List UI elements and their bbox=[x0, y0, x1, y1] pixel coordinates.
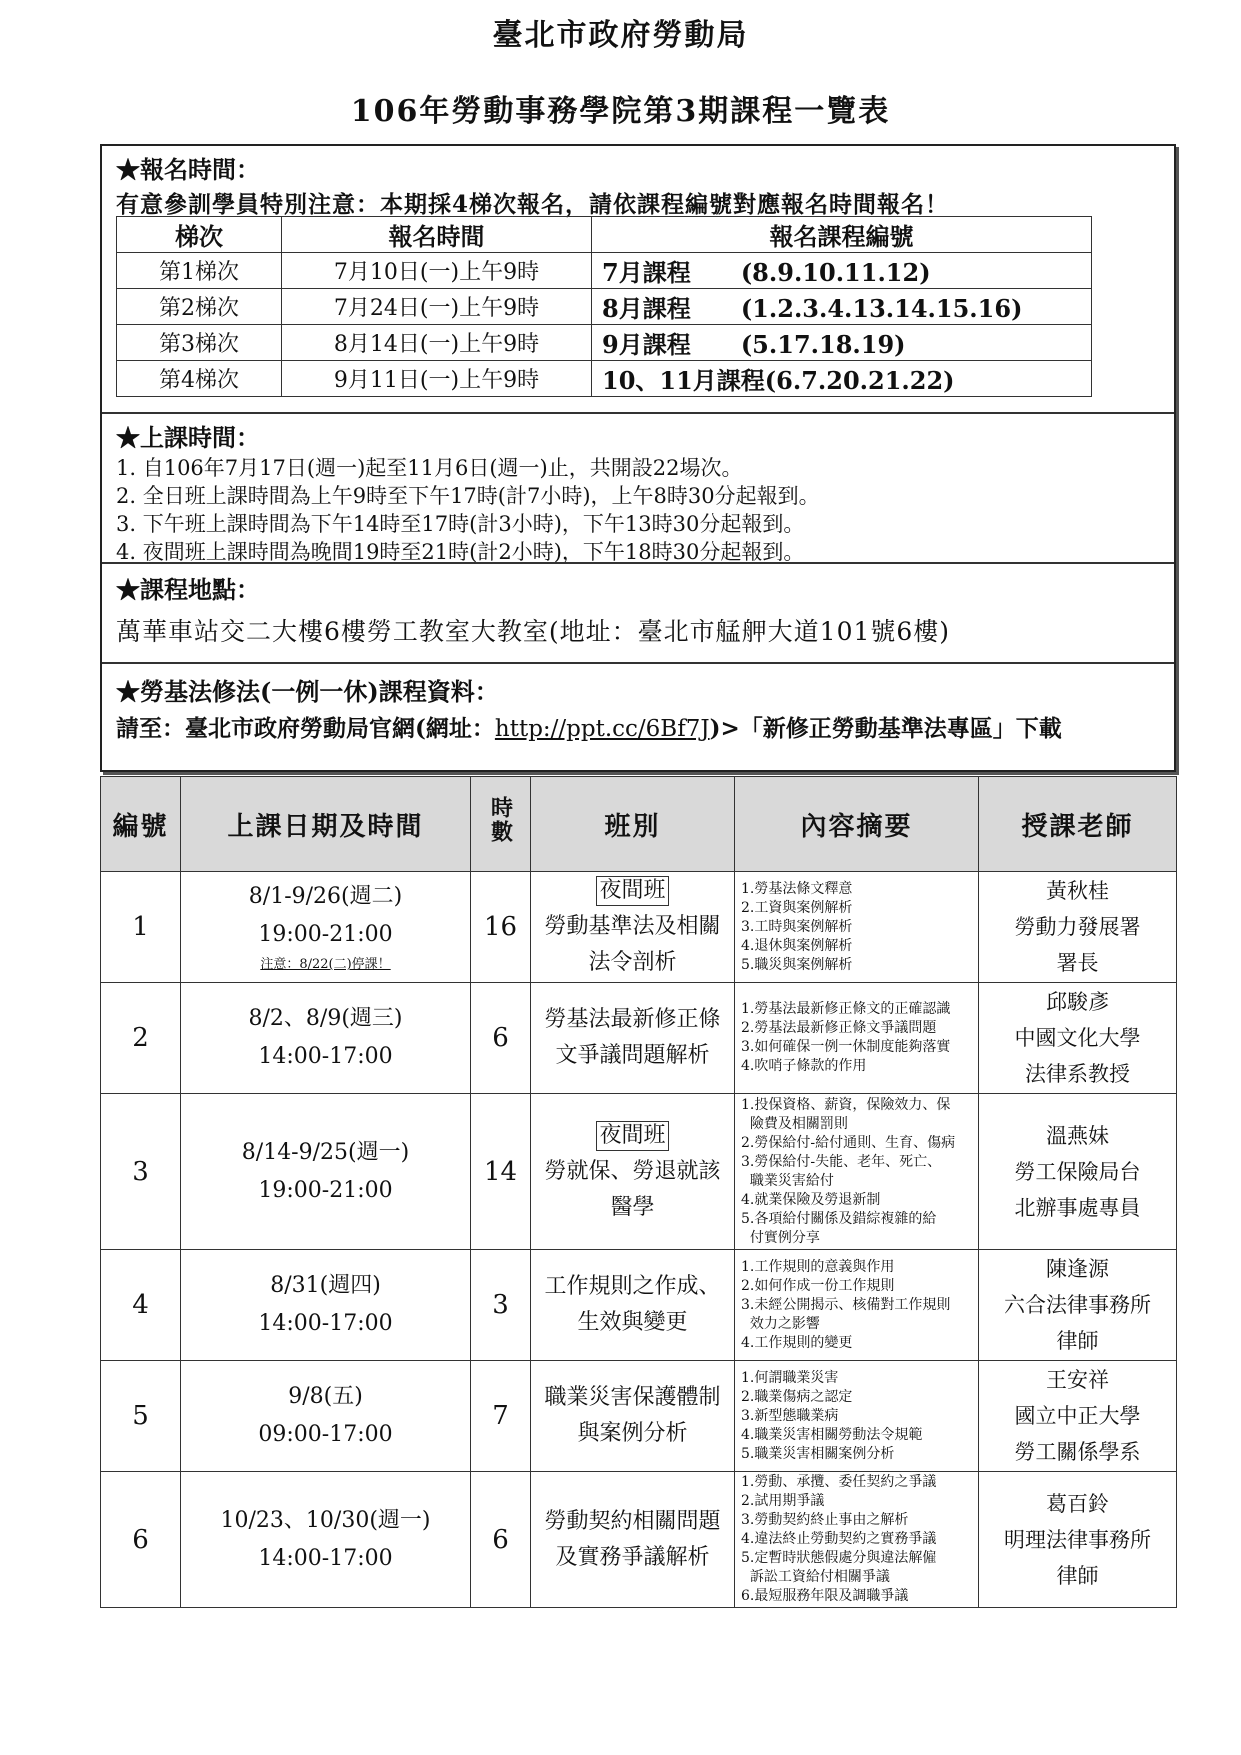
reg-time-cell: 7月10日(一)上午9時 bbox=[282, 253, 592, 289]
summary-item: 2.勞保給付-給付通則、生育、傷病 bbox=[741, 1134, 956, 1151]
registration-col-header: 梯次 bbox=[117, 217, 282, 253]
class-time-line: 2. 全日班上課時間為上午9時至下午17時(計7小時)，上午8時30分起報到。 bbox=[116, 484, 820, 508]
reg-time-cell: 7月24日(一)上午9時 bbox=[282, 289, 592, 325]
batch-cell: 第2梯次 bbox=[117, 289, 282, 325]
course-time: 19:00-21:00 bbox=[258, 1177, 393, 1203]
course-hours: 16 bbox=[471, 872, 531, 983]
summary-item: 3.勞動契約終止事由之解析 bbox=[741, 1512, 909, 1528]
course-date: 8/31(週四) bbox=[270, 1273, 381, 1298]
location-section bbox=[102, 562, 1174, 662]
location-text: 萬華車站交二大樓6樓勞工教室大教室(地址：臺北市艋舺大道101號6樓) bbox=[116, 617, 951, 646]
course-date-cell bbox=[181, 1250, 471, 1361]
course-date: 8/1-9/26(週二) bbox=[248, 884, 403, 909]
teacher-line: 勞工關係學系 bbox=[1014, 1440, 1141, 1464]
summary-item: 2.如何作成一份工作規則 bbox=[741, 1277, 895, 1294]
summary-item: 4.就業保險及勞退新制 bbox=[741, 1191, 881, 1208]
col-header-no: 編號 bbox=[101, 777, 181, 872]
course-date-cell bbox=[181, 1361, 471, 1472]
teacher-line: 邱駿彥 bbox=[1046, 990, 1109, 1014]
course-no: 5 bbox=[101, 1361, 181, 1472]
registration-col-header: 報名時間 bbox=[282, 217, 592, 253]
course-row bbox=[101, 1361, 1177, 1472]
teacher-line: 勞動力發展署 bbox=[1014, 915, 1141, 939]
teacher-line: 中國文化大學 bbox=[1014, 1026, 1141, 1050]
course-teacher bbox=[979, 1361, 1177, 1472]
course-row bbox=[101, 1472, 1177, 1608]
course-time: 09:00-17:00 bbox=[258, 1422, 393, 1447]
course-no: 3 bbox=[101, 1094, 181, 1250]
registration-row bbox=[117, 325, 1092, 361]
teacher-line: 國立中正大學 bbox=[1014, 1404, 1141, 1428]
course-no-cell: 8月課程 (1.2.3.4.13.14.15.16) bbox=[592, 289, 1092, 325]
course-class-cell bbox=[531, 1472, 735, 1608]
course-teacher bbox=[979, 1094, 1177, 1250]
registration-row bbox=[117, 289, 1092, 325]
summary-item: 1.工作規則的意義與作用 bbox=[741, 1258, 895, 1275]
col-header-class: 班別 bbox=[531, 777, 735, 872]
batch-cell: 第3梯次 bbox=[117, 325, 282, 361]
course-no: 2 bbox=[101, 983, 181, 1094]
course-date: 8/2、8/9(週三) bbox=[248, 1006, 403, 1031]
course-summary bbox=[735, 983, 979, 1094]
course-table bbox=[100, 776, 1177, 1608]
class-time-line: 1. 自106年7月17日(週一)起至11月6日(週一)止，共開設22場次。 bbox=[116, 456, 743, 480]
download-prefix: 請至：臺北市政府勞動局官網(網址： bbox=[116, 715, 495, 742]
course-time: 14:00-17:00 bbox=[258, 1545, 393, 1571]
info-box bbox=[100, 144, 1176, 772]
course-summary bbox=[735, 1361, 979, 1472]
registration-col-header: 報名課程編號 bbox=[592, 217, 1092, 253]
teacher-line: 明理法律事務所 bbox=[1004, 1527, 1151, 1552]
class-time-line: 3. 下午班上課時間為下午14時至17時(計3小時)，下午13時30分起報到。 bbox=[116, 512, 805, 536]
course-class-cell bbox=[531, 872, 735, 983]
course-class-cell bbox=[531, 983, 735, 1094]
teacher-line: 署長 bbox=[1056, 951, 1099, 975]
summary-item: 6.最短服務年限及調職爭議 bbox=[741, 1588, 909, 1604]
teacher-line: 葛百鈴 bbox=[1046, 1491, 1109, 1516]
course-row bbox=[101, 1094, 1177, 1250]
course-class-cell bbox=[531, 1250, 735, 1361]
summary-item: 4.工作規則的變更 bbox=[741, 1334, 853, 1351]
teacher-line: 陳逢源 bbox=[1046, 1257, 1109, 1281]
course-no-cell: 9月課程 (5.17.18.19) bbox=[592, 325, 1092, 361]
summary-item: 1.何謂職業災害 bbox=[741, 1369, 839, 1386]
course-date-cell bbox=[181, 872, 471, 983]
course-class-name: 勞基法最新修正條文爭議問題解析 bbox=[544, 1007, 721, 1068]
course-warning: 注意：8/22(二)停課！ bbox=[260, 957, 391, 972]
summary-item: 4.退休與案例解析 bbox=[741, 937, 853, 954]
course-summary bbox=[735, 1094, 979, 1250]
course-hours: 7 bbox=[471, 1361, 531, 1472]
law-section bbox=[102, 662, 1174, 772]
course-date: 9/8(五) bbox=[288, 1384, 363, 1409]
batch-cell: 第1梯次 bbox=[117, 253, 282, 289]
registration-row bbox=[117, 361, 1092, 397]
law-heading: ★勞基法修法(一例一休)課程資料： bbox=[116, 677, 499, 706]
registration-header-row bbox=[117, 217, 1092, 253]
course-hours: 6 bbox=[471, 1472, 531, 1608]
download-link[interactable]: http://ppt.cc/6Bf7J bbox=[494, 716, 710, 742]
summary-item: 1.勞基法最新修正條文的正確認識 bbox=[741, 1001, 951, 1017]
registration-row bbox=[117, 253, 1092, 289]
col-header-summary: 內容摘要 bbox=[735, 777, 979, 872]
summary-item: 2.工資與案例解析 bbox=[741, 899, 853, 916]
course-no-cell: 10、11月課程(6.7.20.21.22) bbox=[592, 361, 1092, 397]
summary-item: 2.勞基法最新修正條文爭議問題 bbox=[741, 1020, 937, 1036]
col-header-hours bbox=[471, 777, 531, 872]
teacher-line: 六合法律事務所 bbox=[1004, 1293, 1151, 1317]
registration-table bbox=[116, 216, 1092, 397]
course-class-cell bbox=[531, 1361, 735, 1472]
teacher-line: 王安祥 bbox=[1046, 1368, 1109, 1392]
course-time: 19:00-21:00 bbox=[258, 922, 393, 947]
col-header-hours-text: 時數 bbox=[487, 795, 514, 844]
summary-item: 3.勞保給付-失能、老年、死亡、 職業災害給付 bbox=[741, 1153, 942, 1189]
teacher-line: 溫燕妹 bbox=[1046, 1123, 1109, 1148]
download-line bbox=[116, 710, 1062, 743]
course-date-cell bbox=[181, 1094, 471, 1250]
summary-item: 4.違法終止勞動契約之實務爭議 bbox=[741, 1531, 937, 1547]
summary-item: 4.職業災害相關勞動法令規範 bbox=[741, 1426, 923, 1443]
page-title: 106年勞動事務學院第3期課程一覽表 bbox=[350, 94, 891, 129]
col-header-teacher: 授課老師 bbox=[979, 777, 1177, 872]
course-date-cell bbox=[181, 983, 471, 1094]
course-class-name: 勞動基準法及相關法令剖析 bbox=[544, 914, 721, 975]
course-teacher bbox=[979, 872, 1177, 983]
reg-time-cell: 9月11日(一)上午9時 bbox=[282, 361, 592, 397]
summary-item: 2.職業傷病之認定 bbox=[741, 1388, 853, 1405]
summary-item: 3.新型態職業病 bbox=[741, 1407, 839, 1424]
course-class-name: 勞就保、勞退就該醫學 bbox=[544, 1158, 721, 1220]
course-no: 6 bbox=[101, 1472, 181, 1608]
course-teacher bbox=[979, 1250, 1177, 1361]
course-summary bbox=[735, 872, 979, 983]
registration-section bbox=[102, 146, 1174, 412]
location-heading: ★課程地點： bbox=[116, 575, 260, 604]
summary-item: 5.各項給付關係及錯綜複雜的給 付實例分享 bbox=[741, 1210, 937, 1246]
class-type-tag: 夜間班 bbox=[596, 1121, 668, 1151]
teacher-line: 法律系教授 bbox=[1025, 1062, 1130, 1086]
course-hours: 14 bbox=[471, 1094, 531, 1250]
course-class-name: 職業災害保護體制與案例分析 bbox=[544, 1385, 721, 1446]
summary-item: 1.勞動、承攬、委任契約之爭議 bbox=[741, 1474, 937, 1490]
course-no: 1 bbox=[101, 872, 181, 983]
summary-item: 2.試用期爭議 bbox=[741, 1493, 825, 1509]
course-header-row bbox=[101, 777, 1177, 872]
summary-item: 1.勞基法條文釋意 bbox=[741, 880, 853, 897]
summary-item: 5.職業災害相關案例分析 bbox=[741, 1445, 895, 1462]
course-date-cell bbox=[181, 1472, 471, 1608]
course-teacher bbox=[979, 1472, 1177, 1608]
course-class-name: 工作規則之作成、生效與變更 bbox=[544, 1274, 721, 1335]
course-row bbox=[101, 1250, 1177, 1361]
class-time-section bbox=[102, 412, 1174, 562]
course-time: 14:00-17:00 bbox=[258, 1044, 393, 1069]
teacher-line: 北辦事處專員 bbox=[1014, 1195, 1141, 1220]
course-summary bbox=[735, 1472, 979, 1608]
summary-item: 3.如何確保一例一休制度能夠落實 bbox=[741, 1039, 951, 1055]
summary-item: 4.吹哨子條款的作用 bbox=[741, 1058, 867, 1074]
teacher-line: 黃秋桂 bbox=[1046, 879, 1109, 903]
course-row bbox=[101, 872, 1177, 983]
teacher-line: 勞工保險局台 bbox=[1014, 1159, 1141, 1184]
course-class-name: 勞動契約相關問題及實務爭議解析 bbox=[544, 1508, 721, 1570]
class-time-heading: ★上課時間： bbox=[116, 423, 260, 452]
course-teacher bbox=[979, 983, 1177, 1094]
col-header-date: 上課日期及時間 bbox=[181, 777, 471, 872]
teacher-line: 律師 bbox=[1056, 1329, 1099, 1353]
batch-cell: 第4梯次 bbox=[117, 361, 282, 397]
summary-item: 5.職災與案例解析 bbox=[741, 956, 853, 973]
summary-item: 3.工時與案例解析 bbox=[741, 918, 853, 935]
course-row bbox=[101, 983, 1177, 1094]
course-summary bbox=[735, 1250, 979, 1361]
summary-item: 5.定暫時狀態假處分與違法解僱 訴訟工資給付相關爭議 bbox=[741, 1550, 937, 1585]
course-hours: 6 bbox=[471, 983, 531, 1094]
summary-item: 3.未經公開揭示、核備對工作規則 效力之影響 bbox=[741, 1296, 951, 1332]
course-no-cell: 7月課程 (8.9.10.11.12) bbox=[592, 253, 1092, 289]
course-time: 14:00-17:00 bbox=[258, 1311, 393, 1336]
course-class-cell bbox=[531, 1094, 735, 1250]
registration-note: 有意參訓學員特別注意：本期採4梯次報名，請依課程編號對應報名時間報名！ bbox=[116, 191, 950, 218]
org-title: 臺北市政府勞動局 bbox=[492, 18, 749, 53]
course-no: 4 bbox=[101, 1250, 181, 1361]
registration-heading: ★報名時間： bbox=[116, 155, 260, 184]
class-type-tag: 夜間班 bbox=[596, 876, 668, 906]
reg-time-cell: 8月14日(一)上午9時 bbox=[282, 325, 592, 361]
teacher-line: 律師 bbox=[1056, 1563, 1099, 1588]
course-hours: 3 bbox=[471, 1250, 531, 1361]
course-date: 8/14-9/25(週一) bbox=[241, 1139, 410, 1165]
download-suffix: )>「新修正勞動基準法專區」下載 bbox=[709, 715, 1062, 742]
class-time-line: 4. 夜間班上課時間為晚間19時至21時(計2小時)，下午18時30分起報到。 bbox=[116, 540, 805, 564]
summary-item: 1.投保資格、薪資，保險效力、保 險費及相關罰則 bbox=[741, 1096, 951, 1132]
course-date: 10/23、10/30(週一) bbox=[220, 1507, 431, 1533]
